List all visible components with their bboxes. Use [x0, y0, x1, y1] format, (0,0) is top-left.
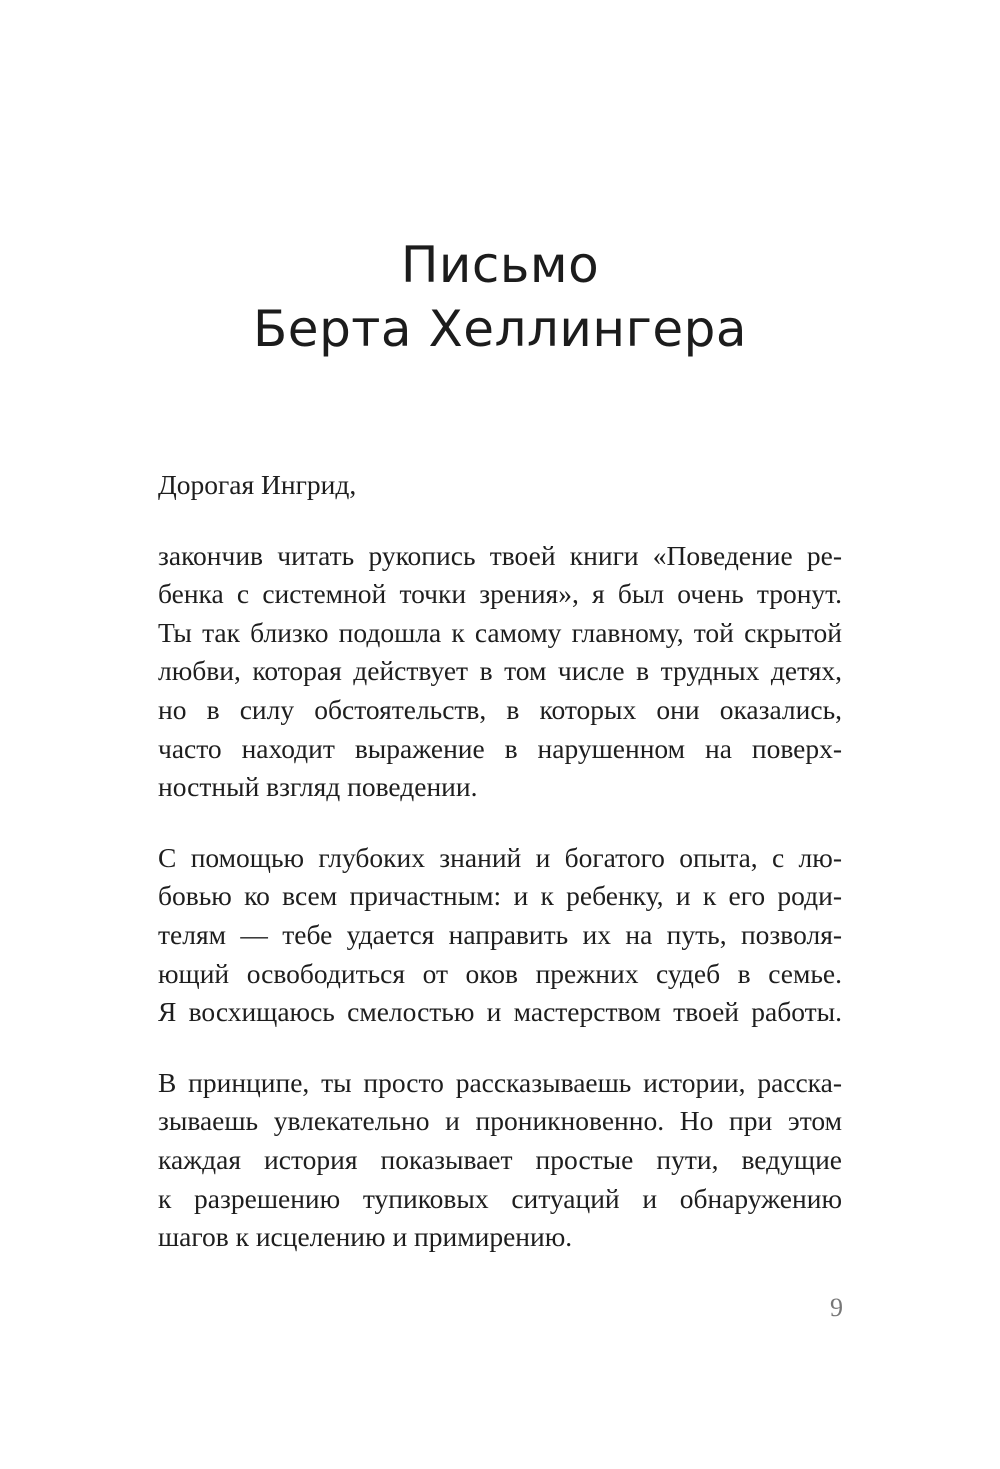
text-line: ющий освободиться от оков прежних судеб в семье. [158, 957, 842, 989]
text-line: зываешь увлекательно и проникновенно. Но при этом [158, 1105, 842, 1137]
text-line: каждая история показывает простые пути, ведущие [158, 1143, 842, 1175]
text-line: ностный взгляд поведении. [158, 771, 478, 803]
text-line: Ты так близко подошла к самому главному, той скрытой [158, 616, 842, 648]
text-line: часто находит выражение в нарушенном на поверх- [158, 732, 842, 764]
paragraph-2 [158, 839, 842, 1032]
title-line-2: Берта Хеллингера [253, 300, 747, 358]
text-line: В принципе, ты просто рассказываешь истории, расска- [158, 1066, 842, 1098]
page-title [0, 233, 1000, 361]
text-line: Я восхищаюсь смелостью и мастерством твоей работы. [158, 996, 842, 1028]
letter-body [158, 466, 842, 1289]
page-number: 9 [830, 1293, 843, 1322]
text-line: шагов к исцелению и примирению. [158, 1221, 573, 1253]
text-line: С помощью глубоких знаний и богатого опыта, с лю- [158, 841, 842, 873]
text-line: закончив читать рукопись твоей книги «Поведение ре- [158, 539, 842, 571]
text-line: любви, которая действует в том числе в трудных детях, [158, 655, 842, 687]
paragraph-1 [158, 537, 842, 807]
text-line: к разрешению тупиковых ситуаций и обнаружению [158, 1182, 842, 1214]
text-line: бенка с системной точки зрения», я был очень тронут. [158, 578, 842, 610]
text-line: но в силу обстоятельств, в которых они оказались, [158, 693, 842, 725]
text-line: бовью ко всем причастным: и к ребенку, и к его роди- [158, 880, 842, 912]
text-line: телям — тебе удается направить их на путь, позволя- [158, 918, 842, 950]
greeting: Дорогая Ингрид, [158, 469, 357, 500]
paragraph-3 [158, 1064, 842, 1257]
title-line-1: Письмо [400, 236, 600, 294]
